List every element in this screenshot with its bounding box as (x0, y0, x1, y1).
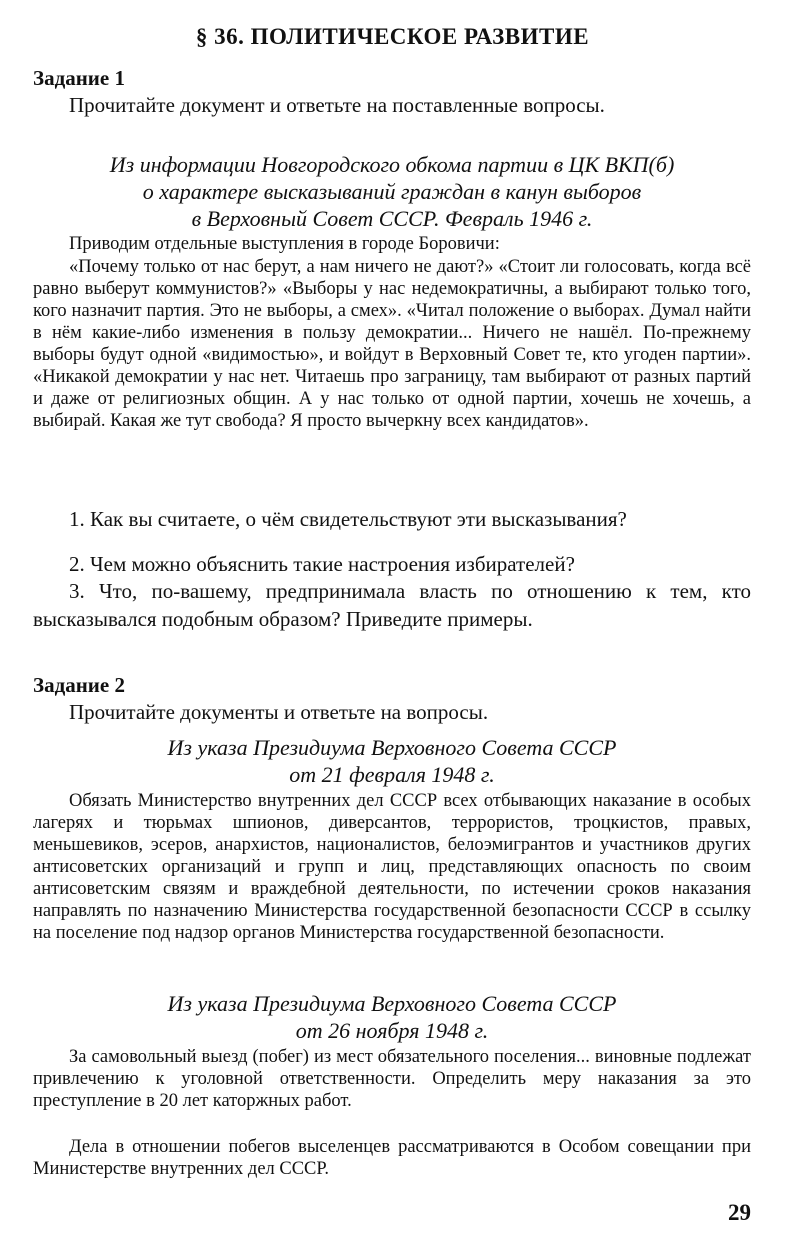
task-2-doc-2-paragraph-1: За самовольный выезд (побег) из мест обязательного поселения... виновные подлежат привлечению к уголовной ответственности. Определить меру наказания за это преступление в 20 лет каторжных работ. (33, 1047, 751, 1111)
task-2-doc-1-text: Обязать Министерство внутренних дел СССР всех отбывающих наказание в особых лагерях и тюрьмах шпионов, диверсантов, террористов, троцкистов, правых, меньшевиков, эсеров, анархистов, националистов, белоэмигрантов и участников других антисоветских организаций и групп и лиц, представляющих опасность по своим антисоветским связям и враждебной деятельности, по истечении сроков наказания направлять по назначению Министерства государственной безопасности СССР в ссылку на поселение под надзор органов Министерства государственной безопасности. (33, 791, 751, 943)
task-1-question-2: 2. Чем можно объяснить такие настроения избирателей? (69, 552, 575, 576)
task-2-doc-2-heading-line-2: от 26 ноября 1948 г. (295, 1018, 489, 1043)
task-1-doc-heading (33, 151, 751, 232)
task-2-doc-1-heading-line-2: от 21 февраля 1948 г. (289, 762, 495, 787)
task-2-doc-1-heading-line-1: Из указа Президиума Верховного Совета СССР (167, 735, 617, 760)
task-2-intro: Прочитайте документы и ответьте на вопросы. (69, 700, 489, 724)
task-2-label: Задание 2 (33, 673, 125, 697)
task-2-doc-2-paragraph-2: Дела в отношении побегов выселенцев рассматриваются в Особом совещании при Министерстве внутренних дел СССР. (33, 1137, 751, 1179)
page-number: 29 (728, 1200, 751, 1225)
task-2-doc-2-heading (33, 990, 751, 1044)
task-1-label: Задание 1 (33, 66, 125, 90)
task-2-doc-2-heading-line-1: Из указа Президиума Верховного Совета СССР (167, 991, 617, 1016)
task-2-doc-1-heading (33, 734, 751, 788)
task-1-doc-heading-line-3: в Верховный Совет СССР. Февраль 1946 г. (191, 206, 593, 231)
task-1-doc-intro-line: Приводим отдельные выступления в городе Боровичи: (69, 234, 500, 254)
task-1-doc-quotes: «Почему только от нас берут, а нам ничего не дают?» «Стоит ли голосовать, когда всё равно выберут коммунистов?» «Выборы у нас недемократичны, а выбирают только того, кого назначит партия. Это не выборы, а смех». «Читал положение о выборах. Думал найти в нём какие-либо изменения в пользу демократии... Ничего не нашёл. По-прежнему выборы будут одной «видимостью», и войдут в Верховный Совет те, кто угоден партии». «Никакой демократии у нас нет. Читаешь про заграницу, там выбирают от разных партий и даже от религиозных общин. А у нас только от одной партии, хочешь не хочешь, а выбирай. Какая же тут свобода? Я просто вычеркну всех кандидатов». (33, 257, 751, 431)
task-1-question-1: 1. Как вы считаете, о чём свидетельствуют эти высказывания? (69, 507, 627, 531)
task-1-doc-heading-line-1: Из информации Новгородского обкома партии в ЦК ВКП(б) (109, 152, 675, 177)
section-title: § 36. ПОЛИТИЧЕСКОЕ РАЗВИТИЕ (195, 24, 590, 49)
task-1-question-3: 3. Что, по-вашему, предпринимала власть по отношению к тем, кто высказывался подобным образом? Приведите примеры. (33, 579, 751, 631)
task-1-doc-heading-line-2: о характере высказываний граждан в канун выборов (142, 179, 642, 204)
task-1-intro: Прочитайте документ и ответьте на поставленные вопросы. (69, 93, 605, 117)
